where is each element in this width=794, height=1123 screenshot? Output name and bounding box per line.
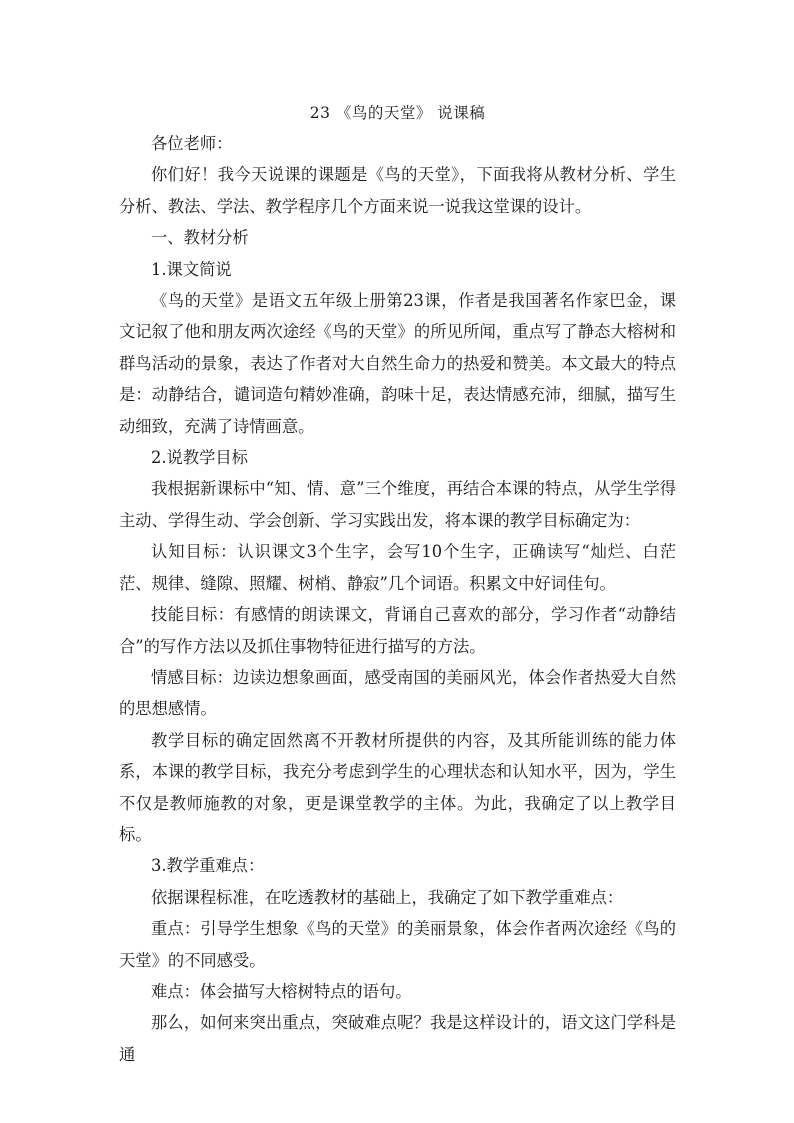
goals-intro-paragraph: 我根据新课标中“知、情、意”三个维度，再结合本课的特点，从学生学得主动、学得生动、学会创新、学习实践出发，将本课的教学目标确定为： xyxy=(119,479,676,530)
subheading-key-difficult-points: 3.教学重难点： xyxy=(151,856,265,876)
intro-paragraph: 你们好！我今天说课的课题是《鸟的天堂》，下面我将从教材分析、学生分析、教法、学法、教学程序几个方面来说一说我这堂课的设计。 xyxy=(119,165,676,216)
document-title: 23 《鸟的天堂》 说课稿 xyxy=(309,104,486,122)
key-points-intro-paragraph: 依据课程标准，在吃透教材的基础上，我确定了如下教学重难点： xyxy=(151,887,624,907)
text-summary-paragraph: 《鸟的天堂》是语文五年级上册第23课，作者是我国著名作家巴金，课文记叙了他和朋友两次途经《鸟的天堂》的所见所闻，重点写了静态大榕树和群鸟活动的景象，表达了作者对大自然生命力的热爱和赞美。本文最大的特点是：动静结合，谴词造句精妙准确，韵味十足，表达情感充沛，细腻，描写生动细致，充满了诗情画意。 xyxy=(119,291,676,436)
skill-goal-paragraph: 技能目标：有感情的朗读课文，背诵自己喜欢的部分，学习作者“动静结合”的写作方法以及抓住事物特征进行描写的方法。 xyxy=(119,605,676,656)
section-heading-textbook-analysis: 一、教材分析 xyxy=(151,228,249,248)
greeting: 各位老师： xyxy=(151,134,233,153)
difficult-point-paragraph: 难点：体会描写大榕树特点的语句。 xyxy=(151,981,412,1001)
emotion-goal-paragraph: 情感目标：边读边想象画面，感受南国的美丽风光，体会作者热爱大自然的思想感情。 xyxy=(119,667,676,719)
subheading-teaching-goals: 2.说教学目标 xyxy=(151,448,248,468)
subheading-text-summary: 1.课文简说 xyxy=(151,259,232,279)
design-paragraph: 那么，如何来突出重点，突破难点呢？我是这样设计的，语文这门学科是通 xyxy=(119,1013,676,1064)
goals-rationale-paragraph: 教学目标的确定固然离不开教材所提供的内容，及其所能训练的能力体系，本课的教学目标，我充分考虑到学生的心理状态和认知水平，因为，学生不仅是教师施教的对象，更是课堂教学的主体。为此，我确定了以上教学目标。 xyxy=(119,730,676,844)
cognitive-goal-paragraph: 认知目标：认识课文3个生字，会写10个生字，正确读写“灿烂、白茫茫、规律、缝隙、照耀、树梢、静寂”几个词语。积累文中好词佳句。 xyxy=(119,542,676,593)
key-point-paragraph: 重点：引导学生想象《鸟的天堂》的美丽景象，体会作者两次途经《鸟的天堂》的不同感受。 xyxy=(119,919,676,970)
